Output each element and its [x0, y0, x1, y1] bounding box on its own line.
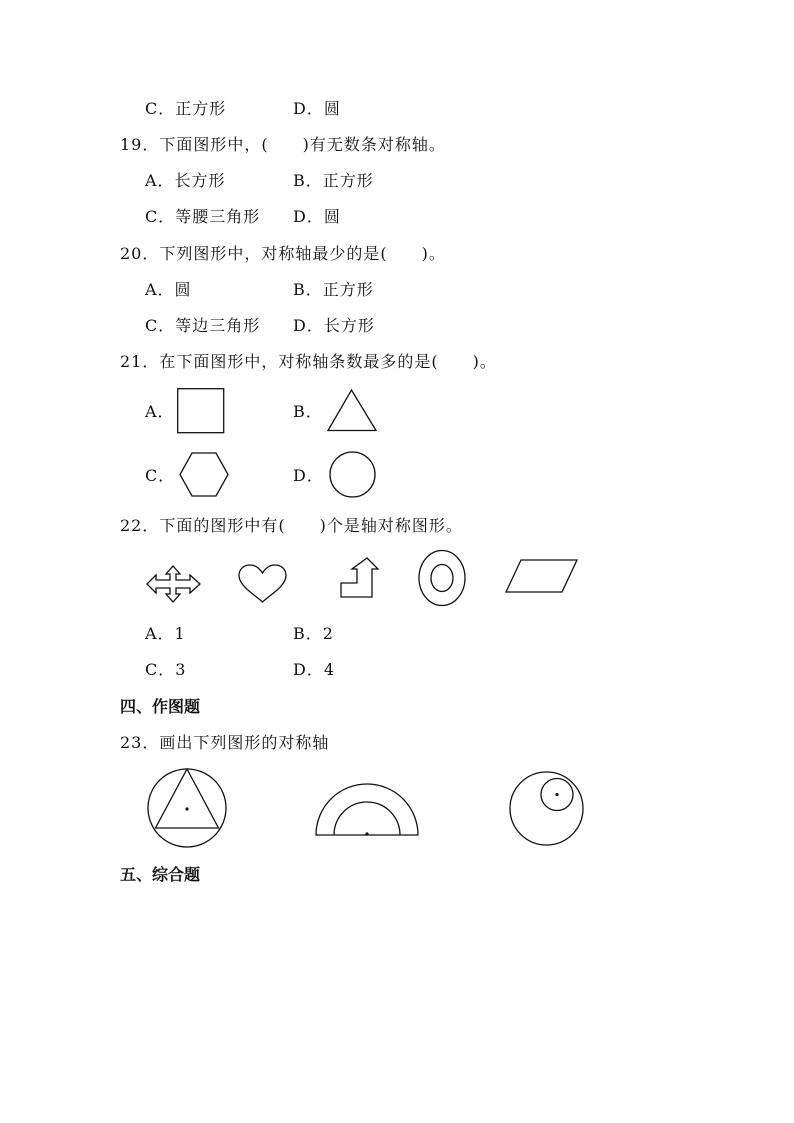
hexagon-icon: [179, 452, 231, 498]
q19-option-c: C．等腰三角形: [145, 207, 261, 226]
q19-option-d: D．圆: [293, 207, 341, 226]
section5-title: 五、综合题: [120, 865, 201, 884]
q21-stem: 21．在下面图形中，对称轴条数最多的是( )。: [120, 352, 497, 371]
q20-option-d: D．长方形: [293, 316, 375, 335]
triangle-icon: [327, 389, 377, 433]
square-icon: [177, 388, 225, 434]
q21-label-b: B．: [293, 402, 323, 421]
semicircle-ring-icon: [315, 781, 419, 837]
q22-option-b: B．2: [293, 624, 334, 643]
q20-option-b: B．正方形: [293, 280, 374, 299]
q23-stem: 23．画出下列图形的对称轴: [120, 733, 330, 752]
q18-option-d: D．圆: [293, 99, 341, 118]
q21-label-c: C．: [145, 466, 176, 485]
q20-stem: 20．下列图形中，对称轴最少的是( )。: [120, 244, 446, 263]
q20-option-a: A．圆: [145, 280, 192, 299]
q19-option-a: A．长方形: [145, 171, 226, 190]
circle-icon: [329, 451, 377, 499]
q22-option-a: A．1: [145, 624, 186, 643]
bent-arrow-icon: [340, 557, 380, 599]
parallelogram-icon: [505, 559, 579, 594]
q22-option-d: D．4: [293, 660, 336, 679]
section4-title: 四、作图题: [120, 697, 201, 716]
q22-stem: 22．下面的图形中有( )个是轴对称图形。: [120, 516, 463, 535]
circle-with-triangle-icon: [147, 768, 229, 850]
q18-option-c: C．正方形: [145, 99, 227, 118]
q19-stem: 19．下面图形中，( )有无数条对称轴。: [120, 135, 446, 154]
q22-option-c: C．3: [145, 660, 187, 679]
q20-option-c: C．等边三角形: [145, 316, 261, 335]
q21-label-d: D．: [293, 466, 324, 485]
q21-label-a: A．: [145, 402, 175, 421]
q19-option-b: B．正方形: [293, 171, 374, 190]
nested-circles-icon: [509, 771, 585, 847]
four-arrow-icon: [146, 565, 202, 603]
heart-icon: [238, 564, 288, 604]
ring-icon: [418, 550, 468, 608]
